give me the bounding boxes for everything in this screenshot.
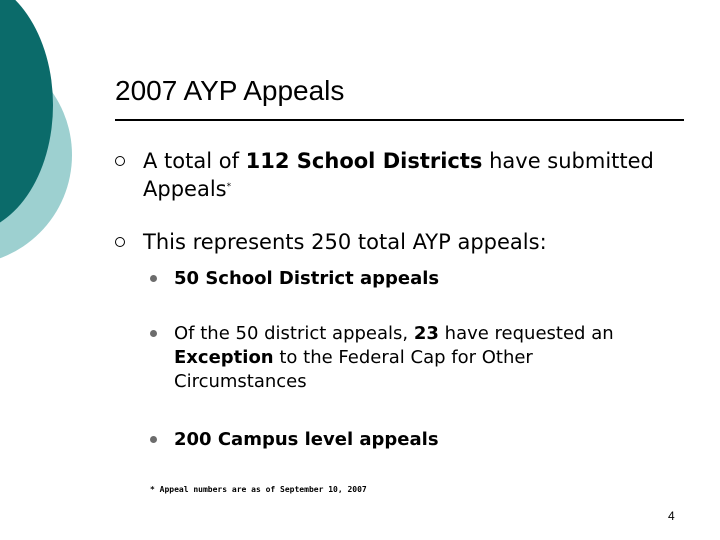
filled-dot-bullet-icon bbox=[150, 330, 157, 337]
sub-bullet-text-bold: 23 bbox=[413, 323, 439, 344]
decorative-circles bbox=[0, 0, 120, 300]
slide-title: 2007 AYP Appeals bbox=[115, 75, 345, 106]
filled-dot-bullet-icon bbox=[150, 436, 157, 443]
sub-bullet-text-bold: 50 School District appeals bbox=[174, 268, 440, 289]
footnote: * Appeal numbers are as of September 10, 2007 bbox=[150, 485, 367, 494]
bullet-text-part: have submitted Appeals bbox=[143, 149, 654, 201]
bullet-text-bold: 112 School Districts bbox=[245, 149, 483, 173]
sub-bullet-text-part: Of the 50 district appeals, bbox=[174, 323, 414, 344]
hollow-circle-bullet-icon bbox=[115, 156, 125, 166]
hollow-circle-bullet-icon bbox=[115, 237, 125, 247]
sub-bullet-text-part: to the Federal Cap for Other Circumstances bbox=[174, 347, 533, 392]
sub-bullet-text-bold: 200 Campus level appeals bbox=[174, 429, 439, 450]
footnote-marker: * bbox=[226, 182, 232, 192]
page-number: 4 bbox=[668, 509, 675, 523]
sub-bullet-text bbox=[174, 428, 664, 452]
bullet-text-part: A total of bbox=[143, 149, 246, 173]
title-divider bbox=[115, 119, 684, 121]
filled-dot-bullet-icon bbox=[150, 275, 157, 282]
sub-bullet-text bbox=[174, 267, 664, 291]
sub-bullet-text-bold: Exception bbox=[174, 347, 274, 368]
sub-bullet-text-part: have requested an bbox=[438, 323, 614, 344]
sub-bullet-text bbox=[174, 322, 664, 394]
bullet-text: This represents 250 total AYP appeals: bbox=[143, 230, 547, 254]
bullet-text bbox=[143, 147, 673, 203]
